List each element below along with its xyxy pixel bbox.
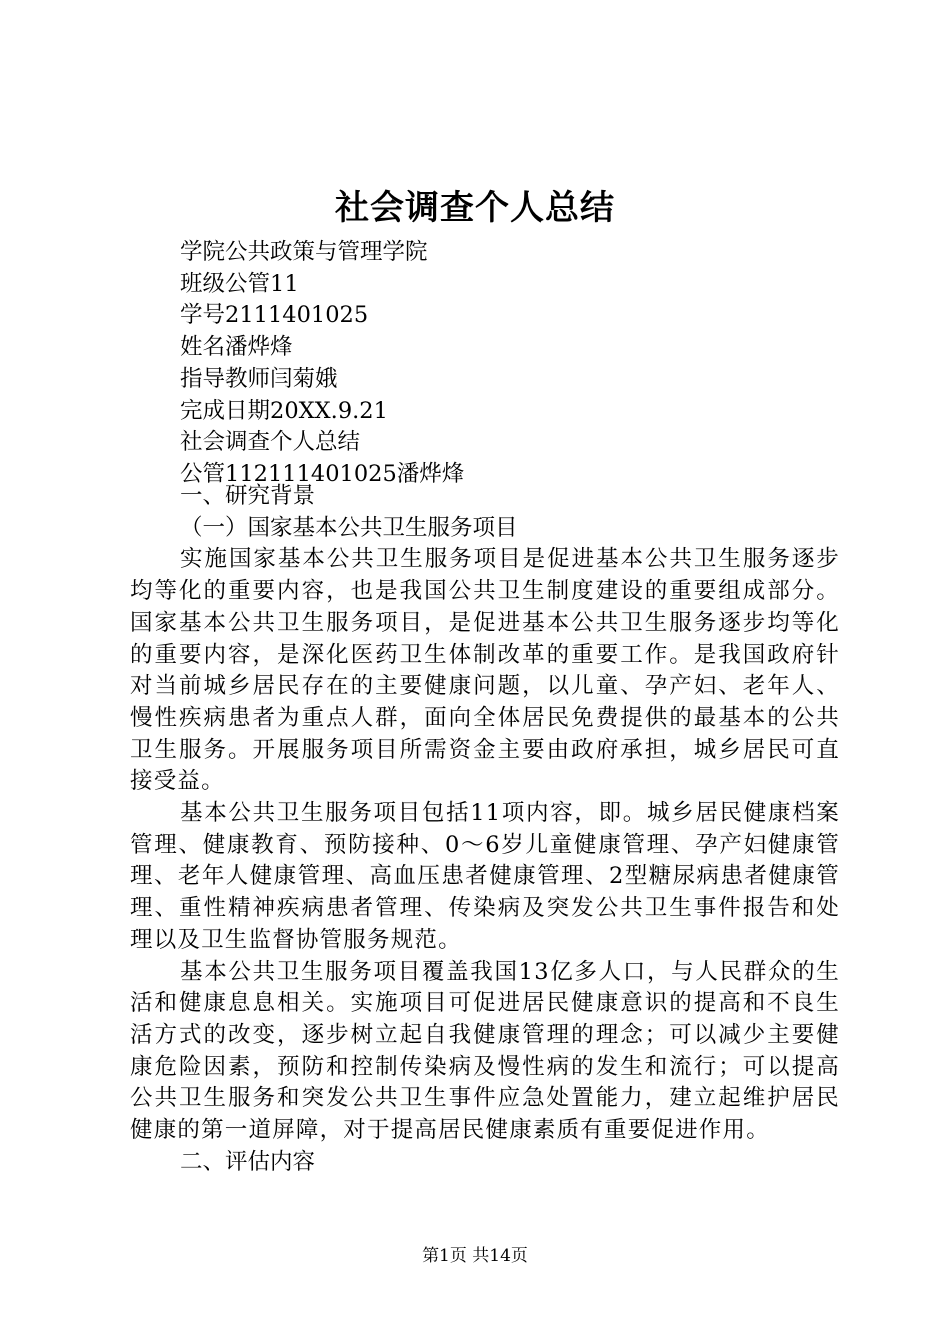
- meta-student-id: 学号2111401025: [180, 302, 369, 329]
- meta-advisor: 指导教师闫菊娥: [180, 365, 338, 392]
- meta-author-line: 公管112111401025潘烨烽: [180, 460, 465, 487]
- meta-college: 学院公共政策与管理学院: [180, 239, 428, 265]
- document-title: 社会调查个人总结: [335, 188, 615, 228]
- page-footer: 第1页 共14页: [422, 1246, 528, 1266]
- paragraph-2: 基本公共卫生服务项目包括11项内容，即。城乡居民健康档案管理、健康教育、预防接种、0～6岁儿童健康管理、孕产妇健康管理、老年人健康管理、高血压患者健康管理、2型糖尿病患者健康管理、重性精神疾病患者管理、传染病及突发公共卫生事件报告和处理以及卫生监督协管服务规范。: [130, 800, 840, 953]
- document-body: [130, 481, 840, 1178]
- section-heading-2: 二、评估内容: [180, 1148, 316, 1175]
- meta-block: [180, 237, 840, 491]
- paragraph-3: 基本公共卫生服务项目覆盖我国13亿多人口，与人民群众的生活和健康息息相关。实施项目可促进居民健康意识的提高和不良生活方式的改变，逐步树立起自我健康管理的理念；可以减少主要健康危险因素，预防和控制传染病及慢性病的发生和流行；可以提高公共卫生服务和突发公共卫生事件应急处置能力，建立起维护居民健康的第一道屏障，对于提高居民健康素质有重要促进作用。: [130, 958, 840, 1144]
- paragraph-1: 实施国家基本公共卫生服务项目是促进基本公共卫生服务逐步均等化的重要内容，也是我国公共卫生制度建设的重要组成部分。国家基本公共卫生服务项目，是促进基本公共卫生服务逐步均等化的重要内容，是深化医药卫生体制改革的重要工作。是我国政府针对当前城乡居民存在的主要健康问题，以儿童、孕产妇、老年人、慢性疾病患者为重点人群，面向全体居民免费提供的最基本的公共卫生服务。开展服务项目所需资金主要由政府承担，城乡居民可直接受益。: [130, 546, 840, 795]
- section-heading-1: 一、研究背景: [180, 483, 316, 509]
- subsection-heading-1: （一）国家基本公共卫生服务项目: [180, 514, 518, 541]
- meta-date: 完成日期20XX.9.21: [180, 397, 388, 424]
- meta-subtitle: 社会调查个人总结: [180, 429, 361, 456]
- meta-class: 班级公管11: [180, 270, 299, 297]
- meta-name: 姓名潘烨烽: [180, 334, 293, 361]
